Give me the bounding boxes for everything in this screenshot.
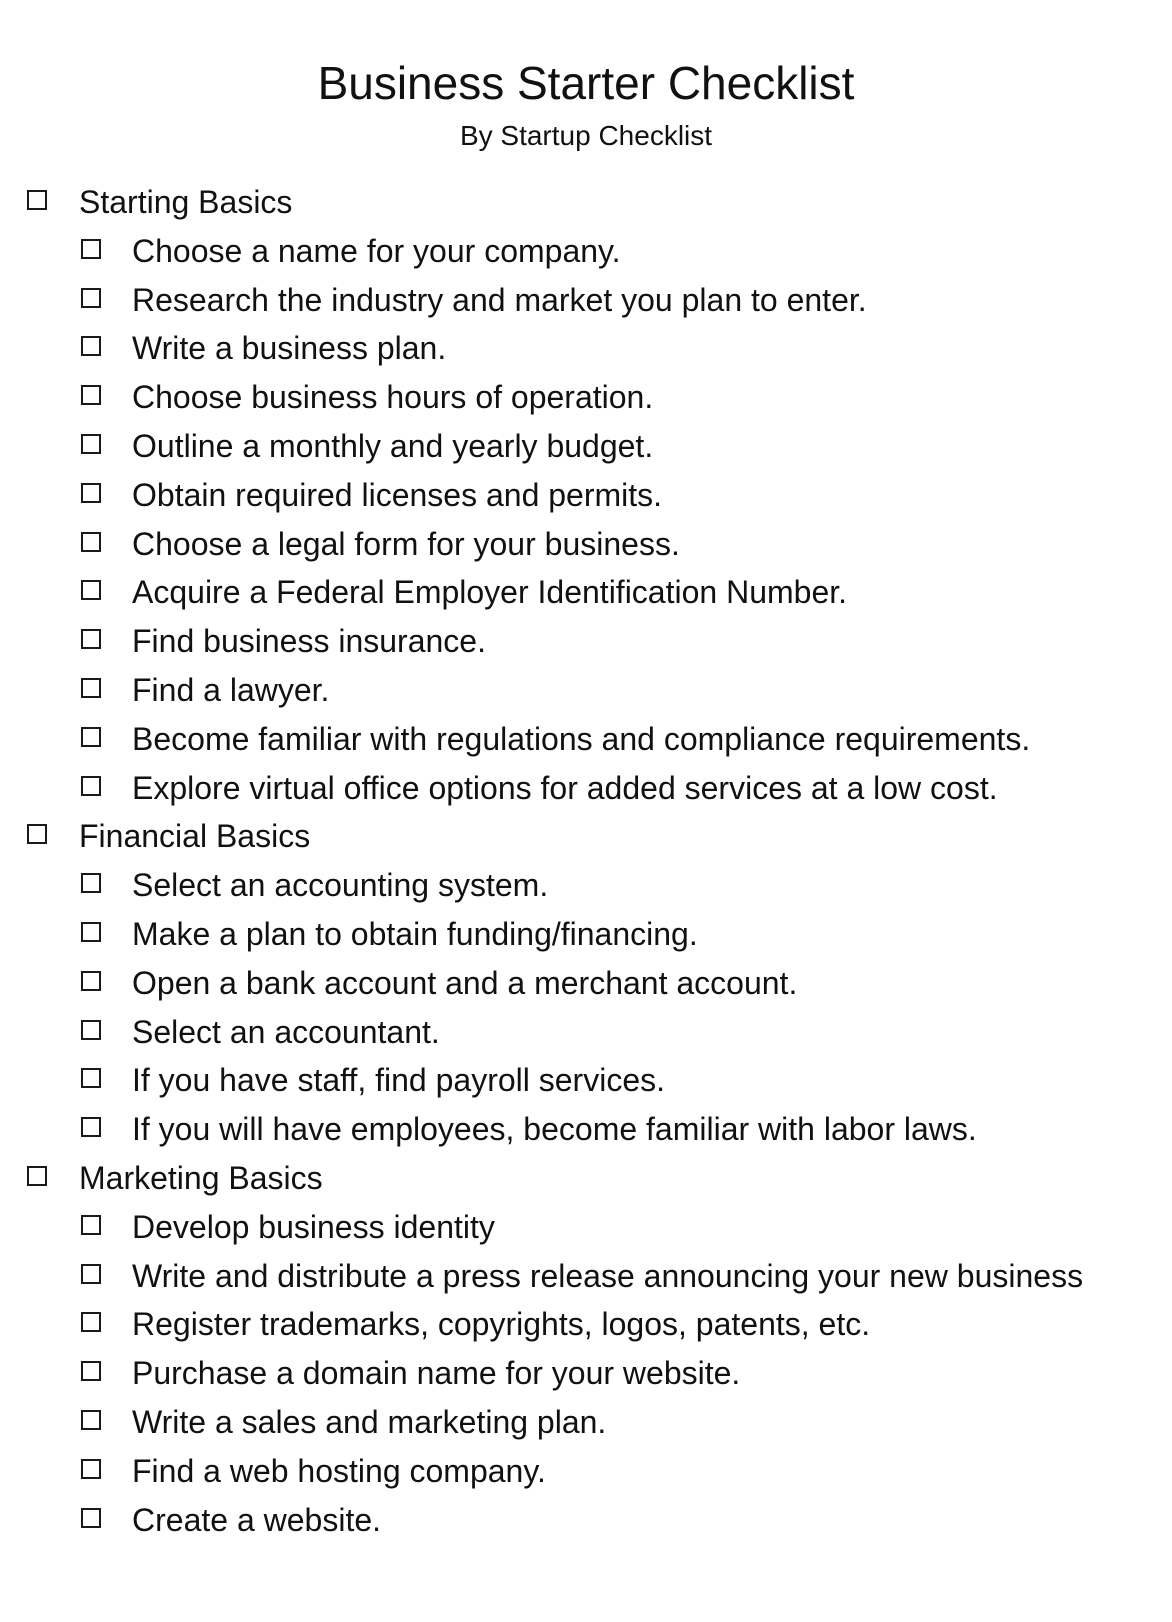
- item-checkbox[interactable]: [81, 1312, 101, 1332]
- item-label: Choose a name for your company.: [132, 232, 621, 269]
- item-label: Research the industry and market you plan to enter.: [132, 281, 867, 318]
- checklist-item: [0, 1304, 1172, 1353]
- item-checkbox[interactable]: [81, 336, 101, 356]
- item-label: Find business insurance.: [132, 623, 486, 660]
- checklist-item: [0, 280, 1172, 329]
- item-checkbox[interactable]: [81, 288, 101, 308]
- section-label: Financial Basics: [79, 818, 311, 855]
- item-checkbox[interactable]: [81, 239, 101, 259]
- section-checkbox[interactable]: [27, 824, 47, 844]
- item-checkbox[interactable]: [81, 1068, 101, 1088]
- item-checkbox[interactable]: [81, 532, 101, 552]
- item-label: Create a website.: [132, 1501, 382, 1538]
- item-checkbox[interactable]: [81, 385, 101, 405]
- item-checkbox[interactable]: [81, 1459, 101, 1479]
- item-checkbox[interactable]: [81, 971, 101, 991]
- checklist-item: [0, 1256, 1172, 1305]
- item-checkbox[interactable]: [81, 873, 101, 893]
- checklist-item: [0, 475, 1172, 524]
- item-label: Explore virtual office options for added services at a low cost.: [132, 769, 998, 806]
- item-checkbox[interactable]: [81, 1020, 101, 1040]
- checklist-item: [0, 768, 1172, 817]
- checklist-item: [0, 1109, 1172, 1158]
- item-label: Develop business identity: [132, 1208, 495, 1245]
- section-row: [0, 1158, 1172, 1207]
- section-checkbox[interactable]: [27, 190, 47, 210]
- checklist-item: [0, 865, 1172, 914]
- item-label: Select an accounting system.: [132, 867, 549, 904]
- item-checkbox[interactable]: [81, 434, 101, 454]
- section-label: Starting Basics: [79, 184, 293, 220]
- checklist-item: [0, 914, 1172, 963]
- section-row: [0, 816, 1172, 865]
- item-checkbox[interactable]: [81, 483, 101, 503]
- item-label: Open a bank account and a merchant account.: [132, 964, 798, 1001]
- item-checkbox[interactable]: [81, 776, 101, 796]
- item-label: Find a lawyer.: [132, 671, 330, 708]
- page-title: Business Starter Checklist: [317, 57, 855, 109]
- section-checkbox[interactable]: [27, 1166, 47, 1186]
- item-label: Choose business hours of operation.: [132, 379, 654, 416]
- checklist-item: [0, 328, 1172, 377]
- checklist-item: [0, 1451, 1172, 1500]
- checklist: [0, 182, 1172, 1548]
- checklist-item: [0, 426, 1172, 475]
- item-checkbox[interactable]: [81, 1264, 101, 1284]
- item-checkbox[interactable]: [81, 922, 101, 942]
- item-checkbox[interactable]: [81, 1508, 101, 1528]
- item-label: If you will have employees, become familiar with labor laws.: [132, 1111, 977, 1148]
- item-checkbox[interactable]: [81, 629, 101, 649]
- item-checkbox[interactable]: [81, 678, 101, 698]
- checklist-item: [0, 1353, 1172, 1402]
- item-checkbox[interactable]: [81, 580, 101, 600]
- item-label: Register trademarks, copyrights, logos, patents, etc.: [132, 1306, 871, 1343]
- checklist-item: [0, 1402, 1172, 1451]
- checklist-item: [0, 1207, 1172, 1256]
- checklist-item: [0, 963, 1172, 1012]
- checklist-item: [0, 231, 1172, 280]
- item-checkbox[interactable]: [81, 727, 101, 747]
- item-checkbox[interactable]: [81, 1117, 101, 1137]
- item-label: Write and distribute a press release announcing your new business: [132, 1257, 1084, 1294]
- item-checkbox[interactable]: [81, 1410, 101, 1430]
- item-label: Select an accountant.: [132, 1013, 440, 1050]
- item-label: Write a sales and marketing plan.: [132, 1403, 607, 1440]
- item-label: If you have staff, find payroll services.: [132, 1062, 665, 1099]
- checklist-item: [0, 1012, 1172, 1061]
- checklist-item: [0, 719, 1172, 768]
- item-label: Find a web hosting company.: [132, 1452, 546, 1489]
- checklist-item: [0, 1500, 1172, 1549]
- checklist-item: [0, 524, 1172, 573]
- checklist-item: [0, 670, 1172, 719]
- item-label: Choose a legal form for your business.: [132, 525, 680, 562]
- item-label: Make a plan to obtain funding/financing.: [132, 915, 698, 952]
- item-label: Acquire a Federal Employer Identification Number.: [132, 574, 848, 611]
- item-label: Purchase a domain name for your website.: [132, 1355, 741, 1392]
- section-row: [0, 182, 1172, 231]
- checklist-item: [0, 377, 1172, 426]
- section-label: Marketing Basics: [79, 1159, 323, 1196]
- item-label: Become familiar with regulations and compliance requirements.: [132, 720, 1031, 757]
- item-checkbox[interactable]: [81, 1361, 101, 1381]
- checklist-item: [0, 1060, 1172, 1109]
- item-checkbox[interactable]: [81, 1215, 101, 1235]
- item-label: Outline a monthly and yearly budget.: [132, 427, 654, 464]
- checklist-item: [0, 621, 1172, 670]
- page-subtitle: By Startup Checklist: [459, 120, 713, 151]
- item-label: Obtain required licenses and permits.: [132, 476, 663, 513]
- item-label: Write a business plan.: [132, 330, 447, 367]
- checklist-item: [0, 572, 1172, 621]
